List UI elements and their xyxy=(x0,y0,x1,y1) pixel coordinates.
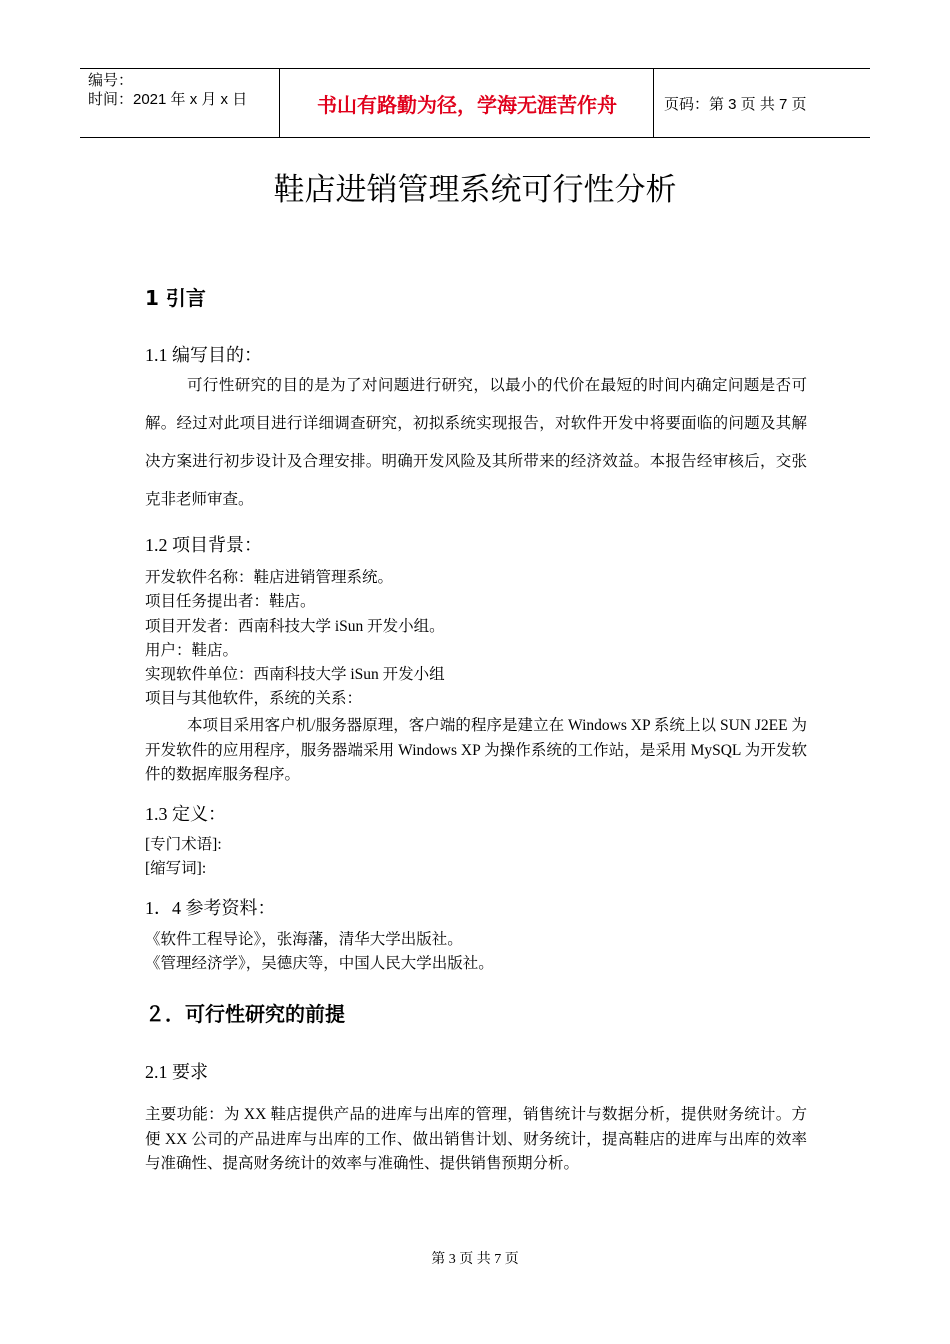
section-2-1-heading: 2.1 要求 xyxy=(145,1062,208,1082)
list-item: 《管理经济学》，吴德庆等，中国人民大学出版社。 xyxy=(145,955,494,973)
document-title: 鞋店进销管理系统可行性分析 xyxy=(273,172,677,208)
list-item: 实现软件单位：西南科技大学 iSun 开发小组 xyxy=(145,666,445,684)
header-motto: 书山有路勤为径，学海无涯苦作舟 xyxy=(281,69,654,137)
section-1-1-heading: 1.1 编写目的： xyxy=(145,345,262,365)
list-item: 《软件工程导论》，张海藩，清华大学出版社。 xyxy=(145,931,463,948)
project-background-list xyxy=(145,566,807,712)
number-label: 编号： xyxy=(88,72,134,89)
definitions-list xyxy=(145,833,807,882)
references-list xyxy=(145,928,807,977)
requirements-paragraph: 主要功能：为 XX 鞋店提供产品的进库与出库的管理，销售统计与数据分析，提供财务统计。方便 XX 公司的产品进库与出库的工作、做出销售计划、财务统计，提高鞋店的进库与出库的效率与准确性、提高财务统计的效率与准确性、提供销售预期分析。 xyxy=(145,1106,807,1173)
section-1-3-heading: 1.3 定义： xyxy=(145,804,226,824)
system-relationship-paragraph: 本项目采用客户机/服务器原理，客户端的程序是建立在 Windows XP 系统上以 SUN J2EE 为开发软件的应用程序，服务器端采用 Windows XP 为操作系统的工作站，是采用 MySQL 为开发软件的数据库服务程序。 xyxy=(145,717,807,783)
list-item: 项目开发者：西南科技大学 iSun 开发小组。 xyxy=(145,617,445,635)
time-label: 时间：2021 年 x 月 x 日 xyxy=(88,91,248,108)
section-1-2-heading: 1.2 项目背景： xyxy=(145,535,262,555)
list-item: 项目与其他软件，系统的关系： xyxy=(145,690,363,708)
section-1-4-heading: 1．4 参考资料： xyxy=(145,898,276,918)
page-header xyxy=(80,68,870,138)
list-item: 项目任务提出者：鞋店。 xyxy=(145,593,316,611)
header-meta xyxy=(80,69,280,137)
list-item: 用户：鞋店。 xyxy=(145,641,239,659)
page-footer: 第 3 页 共 7 页 xyxy=(431,1252,519,1267)
list-item: [缩写词]: xyxy=(145,860,207,878)
section-1-heading: 1 引言 xyxy=(145,286,206,310)
header-page-info: 页码：第 3 页 共 7 页 xyxy=(664,95,807,113)
list-item: [专门术语]: xyxy=(145,836,222,853)
section-2-heading: ２．可行性研究的前提 xyxy=(145,1002,345,1026)
list-item: 开发软件名称：鞋店进销管理系统。 xyxy=(145,569,394,586)
section-1-1-paragraph: 可行性研究的目的是为了对问题进行研究，以最小的代价在最短的时间内确定问题是否可解。经过对此项目进行详细调查研究，初拟系统实现报告，对软件开发中将要面临的问题及其解决方案进行初步设计及合理安排。明确开发风险及其所带来的经济效益。本报告经审核后，交张克非老师审查。 xyxy=(145,377,807,508)
